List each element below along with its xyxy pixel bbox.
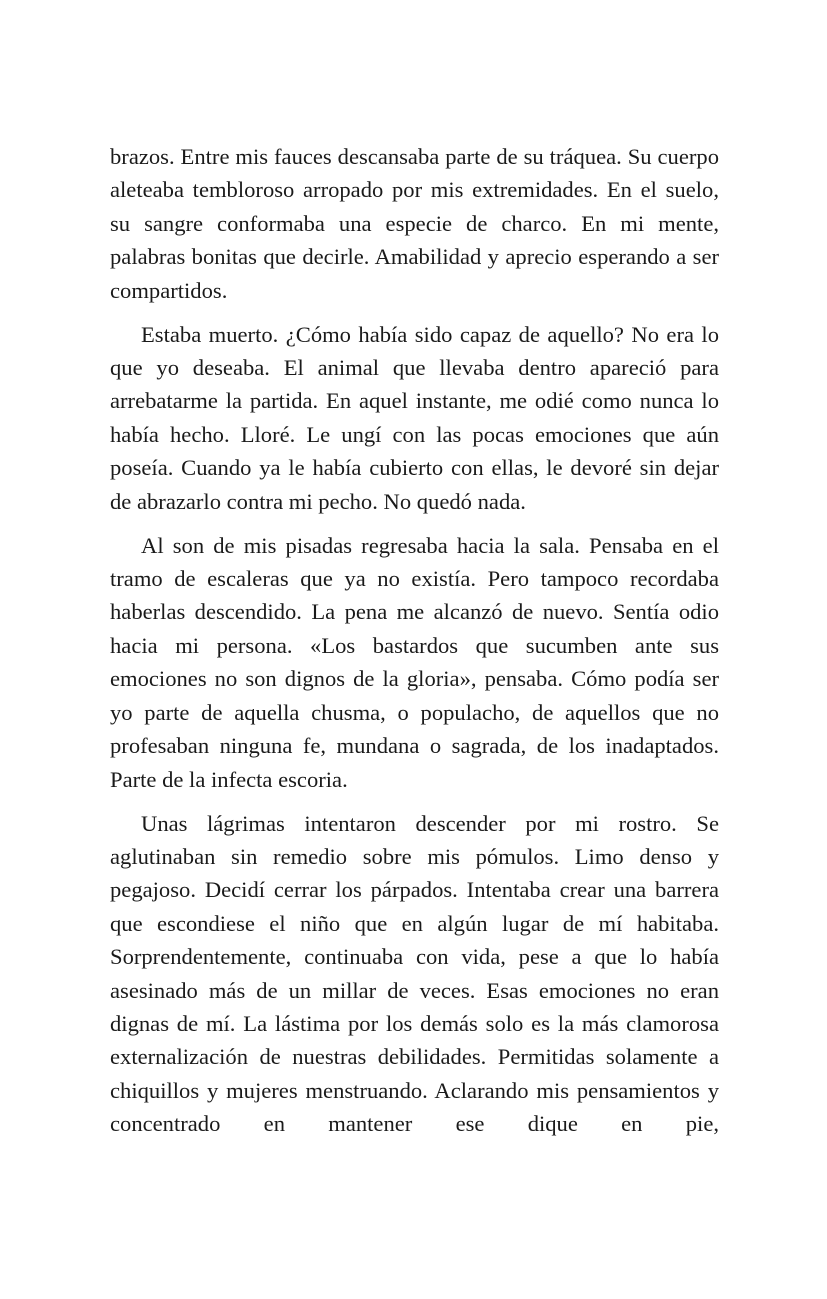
- paragraph-4: Unas lágrimas intentaron descender por mi rostro. Se aglutinaban sin remedio sobre mis pómulos. Limo denso y pegajoso. Decidí cerrar los párpados. Intentaba crear una barrera que escondiese el niño que en algún lugar de mí habitaba. Sorprendentemente, continuaba con vida, pese a que lo había asesinado más de un millar de veces. Esas emociones no eran dignas de mí. La lástima por los demás solo es la más clamorosa externalización de nuestras debilidades. Permitidas solamente a chiquillos y mujeres menstruando. Aclarando mis pensamientos y concentrado en mantener ese dique en pie,: [110, 810, 719, 1137]
- paragraph-1: brazos. Entre mis fauces descansaba parte de su tráquea. Su cuerpo aleteaba tembloroso arropado por mis extremidades. En el suelo, su sangre conformaba una especie de charco. En mi mente, palabras bonitas que decirle. Amabilidad y aprecio esperando a ser compartidos.: [110, 144, 719, 303]
- paragraph-3: Al son de mis pisadas regresaba hacia la sala. Pensaba en el tramo de escaleras que ya no existía. Pero tampoco recordaba haberlas descendido. La pena me alcanzó de nuevo. Sentía odio hacia mi persona. «Los bastardos que sucumben ante sus emociones no son dignos de la gloria», pensaba. Cómo podía ser yo parte de aquella chusma, o populacho, de aquellos que no profesaban ninguna fe, mundana o sagrada, de los inadaptados. Parte de la infecta escoria.: [110, 532, 719, 792]
- book-page: [110, 140, 719, 1151]
- paragraph-2: Estaba muerto. ¿Cómo había sido capaz de aquello? No era lo que yo deseaba. El animal que llevaba dentro apareció para arrebatarme la partida. En aquel instante, me odié como nunca lo había hecho. Lloré. Le ungí con las pocas emociones que aún poseía. Cuando ya le había cubierto con ellas, le devoré sin dejar de abrazarlo contra mi pecho. No quedó nada.: [110, 321, 719, 514]
